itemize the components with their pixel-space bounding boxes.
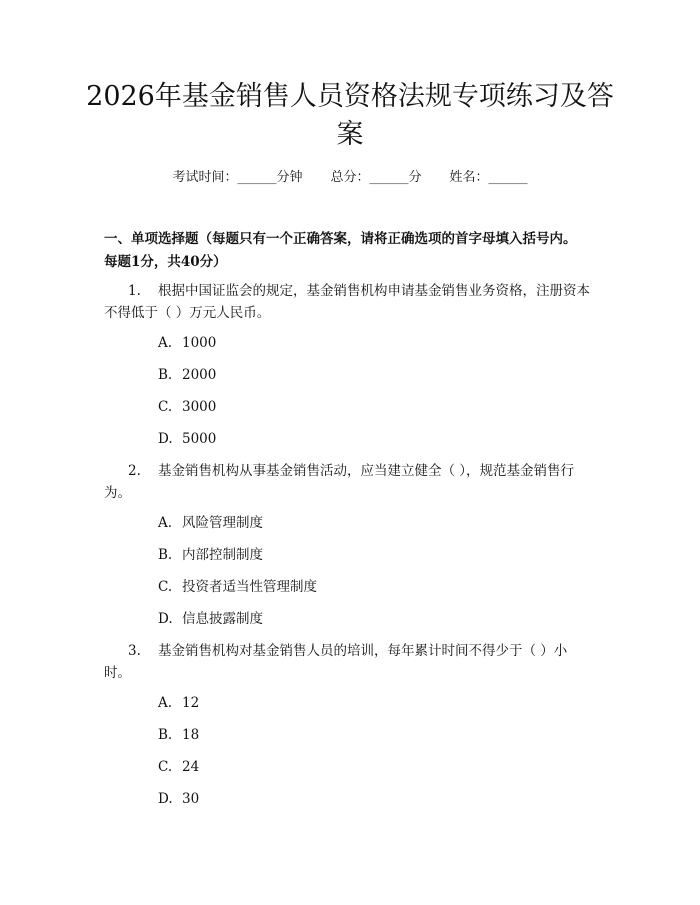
option-text: 30 (182, 791, 200, 807)
question-text-line-2: 为。 (104, 485, 131, 501)
option-letter: A. (158, 695, 173, 711)
option-item (158, 429, 216, 449)
option-text: 3000 (182, 399, 217, 415)
option-text: 1000 (182, 335, 217, 351)
option-item (158, 333, 216, 353)
option-item (158, 789, 199, 809)
option-text: 2000 (182, 367, 217, 383)
option-item (158, 545, 263, 565)
option-text: 内部控制制度 (182, 547, 263, 563)
option-text: 12 (182, 695, 200, 711)
option-item (158, 397, 216, 417)
option-item (158, 513, 263, 533)
option-text: 风险管理制度 (182, 515, 263, 531)
question-number: 2. (128, 463, 141, 479)
option-letter: B. (158, 367, 173, 383)
option-item (158, 365, 216, 385)
option-letter: A. (158, 335, 173, 351)
option-item (158, 577, 317, 597)
option-text: 投资者适当性管理制度 (182, 579, 317, 595)
question-text-line-1: 基金销售机构对基金销售人员的培训，每年累计时间不得少于（ ）小 (158, 643, 568, 659)
question-number: 1. (128, 283, 141, 299)
option-letter: B. (158, 547, 173, 563)
title-line-1: 2026年基金销售人员资格法规专项练习及答 (86, 81, 614, 112)
question-1 (104, 280, 600, 324)
question-number: 3. (128, 643, 141, 659)
option-letter: D. (158, 611, 173, 627)
option-item (158, 609, 263, 629)
question-2 (104, 460, 600, 504)
question-text-line-1: 基金销售机构从事基金销售活动，应当建立健全（ ），规范基金销售行 (158, 463, 575, 479)
option-letter: D. (158, 791, 173, 807)
section-heading-line-2: 每题1分，共40分） (104, 254, 227, 270)
question-text-line-1: 根据中国证监会的规定，基金销售机构申请基金销售业务资格，注册资本 (158, 283, 590, 299)
option-text: 24 (182, 759, 200, 775)
option-text: 18 (182, 727, 200, 743)
title-line-2: 案 (336, 119, 364, 150)
document-title (60, 78, 640, 154)
option-letter: C. (158, 579, 173, 595)
option-text: 信息披露制度 (182, 611, 263, 627)
question-3 (104, 640, 600, 684)
option-text: 5000 (182, 431, 217, 447)
option-item (158, 693, 199, 713)
option-letter: B. (158, 727, 173, 743)
name-label: 姓名：______ (449, 170, 528, 185)
section-heading-line-1: 一、单项选择题（每题只有一个正确答案，请将正确选项的首字母填入括号内。 (104, 231, 577, 247)
option-letter: C. (158, 759, 173, 775)
option-letter: C. (158, 399, 173, 415)
question-text-line-2: 不得低于（ ）万元人民币。 (104, 305, 271, 321)
option-item (158, 757, 199, 777)
option-item (158, 725, 199, 745)
option-letter: D. (158, 431, 173, 447)
total-score-label: 总分：______分 (330, 170, 422, 185)
exam-info (60, 168, 640, 188)
question-text-line-2: 时。 (104, 665, 131, 681)
option-letter: A. (158, 515, 173, 531)
section-heading (104, 228, 604, 274)
exam-time-label: 考试时间：______分钟 (172, 170, 303, 185)
